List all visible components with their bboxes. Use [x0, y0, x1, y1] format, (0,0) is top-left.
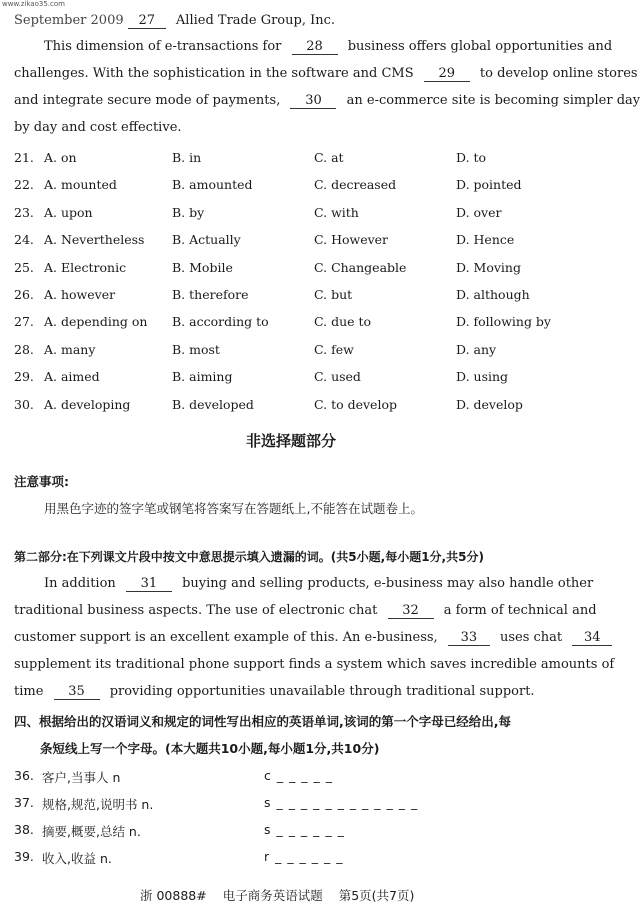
- part2-line1: [44, 577, 593, 592]
- passage-text: to develop online stores: [479, 66, 638, 81]
- vocab-meaning: 规格,规范,说明书 n.: [42, 797, 154, 812]
- question-number: 21.: [14, 150, 34, 165]
- vocab-answer-blank: r _ _ _ _ _ _: [264, 849, 344, 864]
- part2-line5: [14, 685, 535, 700]
- option-c: C. to develop: [314, 396, 397, 412]
- option-d: D. pointed: [456, 177, 522, 193]
- option-b: B. most: [172, 341, 220, 357]
- option-a: A. developing: [44, 396, 131, 412]
- blank-31: 31: [126, 577, 172, 592]
- passage-text: by day and cost effective.: [14, 120, 182, 135]
- vocab-answer-blank: s _ _ _ _ _ _: [264, 822, 345, 837]
- footer: [140, 886, 414, 904]
- vocab-meaning: 收入,收益 n.: [42, 851, 112, 866]
- vocab-number: 39.: [14, 849, 34, 864]
- header-line: [14, 14, 335, 29]
- passage1-line3: [14, 94, 640, 109]
- passage-text: customer support is an excellent example of this. An e-business,: [14, 630, 438, 645]
- option-c: C. with: [314, 204, 359, 220]
- option-d: D. Moving: [456, 259, 521, 275]
- vocab-meaning: 客户,当事人 n: [42, 770, 121, 785]
- blank-30: 30: [290, 94, 336, 109]
- option-b: B. developed: [172, 396, 254, 412]
- part2-line3: [14, 631, 612, 646]
- question-number: 27.: [14, 314, 34, 330]
- option-d: D. following by: [456, 314, 551, 330]
- question-number: 24.: [14, 232, 34, 248]
- blank-33: 33: [448, 631, 490, 646]
- passage-text: In addition: [44, 576, 116, 591]
- option-c: C. However: [314, 232, 389, 248]
- passage-text: supplement its traditional phone support finds a system which saves incredible amounts of: [14, 657, 615, 672]
- notice-text: 用黑色字迹的签字笔或钢笔将答案写在答题纸上,不能答在试题卷上。: [44, 501, 423, 516]
- option-b: B. in: [172, 150, 202, 165]
- option-a: A. depending on: [44, 314, 148, 330]
- blank-34: 34: [572, 631, 612, 646]
- option-d: D. over: [456, 204, 502, 220]
- vocab-answer-blank: s _ _ _ _ _ _ _ _ _ _ _ _: [264, 795, 419, 810]
- vocab-number: 38.: [14, 822, 34, 837]
- notice-title: 注意事项:: [14, 474, 69, 489]
- option-c: C. used: [314, 369, 361, 385]
- header-company: Allied Trade Group, Inc.: [175, 13, 336, 28]
- option-d: D. Hence: [456, 232, 515, 248]
- option-d: D. using: [456, 369, 509, 385]
- option-a: A. aimed: [44, 369, 100, 385]
- option-a: A. mounted: [44, 177, 117, 193]
- option-b: B. amounted: [172, 177, 253, 193]
- blank-35: 35: [54, 685, 100, 700]
- passage-text: and integrate secure mode of payments,: [14, 93, 281, 108]
- blank-29: 29: [424, 67, 470, 82]
- passage1-line4: [14, 121, 182, 135]
- option-b: B. aiming: [172, 369, 233, 385]
- question-number: 29.: [14, 369, 34, 385]
- blank-32: 32: [388, 604, 434, 619]
- passage-text: buying and selling products, e-business may also handle other: [182, 576, 594, 591]
- option-b: B. according to: [172, 314, 269, 330]
- vocab-number: 36.: [14, 768, 34, 783]
- question-number: 22.: [14, 177, 34, 193]
- passage-text: business offers global opportunities and: [347, 39, 613, 54]
- passage1-line2: [14, 67, 638, 82]
- passage-text: traditional business aspects. The use of electronic chat: [14, 603, 378, 618]
- question-number: 23.: [14, 204, 34, 220]
- option-d: D. to: [456, 150, 487, 165]
- option-c: C. due to: [314, 314, 372, 330]
- option-a: A. Electronic: [44, 259, 127, 275]
- passage-text: providing opportunities unavailable through traditional support.: [109, 684, 535, 699]
- option-b: B. Mobile: [172, 259, 233, 275]
- option-d: D. although: [456, 287, 530, 302]
- part4-heading-line1: 四、根据给出的汉语词义和规定的词性写出相应的英语单词,该词的第一个字母已经给出,每: [14, 714, 511, 729]
- option-b: B. by: [172, 204, 205, 220]
- question-number: 30.: [14, 396, 34, 412]
- footer-page: 第5页(共7页): [338, 888, 415, 903]
- passage-text: an e-commerce site is becoming simpler day: [346, 93, 640, 108]
- vocab-meaning: 摘要,概要,总结 n.: [42, 824, 141, 839]
- option-c: C. but: [314, 287, 353, 302]
- footer-title: 电子商务英语试题: [222, 888, 323, 903]
- footer-code: 浙 00888#: [140, 888, 207, 903]
- section-title: 非选择题部分: [246, 432, 337, 450]
- vocab-answer-blank: c _ _ _ _ _: [264, 768, 333, 783]
- part2-line2: [14, 604, 597, 619]
- question-number: 26.: [14, 287, 34, 302]
- option-c: C. few: [314, 341, 354, 357]
- option-a: A. many: [44, 341, 96, 357]
- question-number: 28.: [14, 341, 34, 357]
- part2-heading: 第二部分:在下列课文片段中按文中意思提示填入遗漏的词。(共5小题,每小题1分,共5分): [14, 550, 484, 564]
- option-a: A. on: [44, 150, 77, 165]
- question-number: 25.: [14, 259, 34, 275]
- option-a: A. upon: [44, 204, 93, 220]
- site-watermark: www.zikao35.com: [2, 0, 65, 8]
- blank-28: 28: [292, 40, 338, 55]
- passage1-line1: [44, 40, 612, 55]
- passage-text: a form of technical and: [443, 603, 597, 618]
- option-d: D. develop: [456, 396, 523, 412]
- option-a: A. however: [44, 287, 116, 302]
- option-c: C. decreased: [314, 177, 397, 193]
- header-num: 27: [128, 14, 166, 29]
- passage-text: This dimension of e-transactions for: [44, 39, 282, 54]
- option-a: A. Nevertheless: [44, 232, 145, 248]
- part4-heading-line2: 条短线上写一个字母。(本大题共10小题,每小题1分,共10分): [40, 741, 380, 756]
- passage-text: challenges. With the sophistication in the software and CMS: [14, 66, 414, 81]
- header-date: September 2009: [14, 13, 124, 28]
- option-b: B. Actually: [172, 232, 241, 248]
- option-c: C. Changeable: [314, 259, 407, 275]
- part2-line4: [14, 658, 614, 672]
- option-c: C. at: [314, 150, 344, 165]
- passage-text: uses chat: [499, 630, 563, 645]
- vocab-number: 37.: [14, 795, 34, 810]
- passage-text: time: [14, 684, 44, 699]
- option-d: D. any: [456, 341, 497, 357]
- option-b: B. therefore: [172, 287, 249, 302]
